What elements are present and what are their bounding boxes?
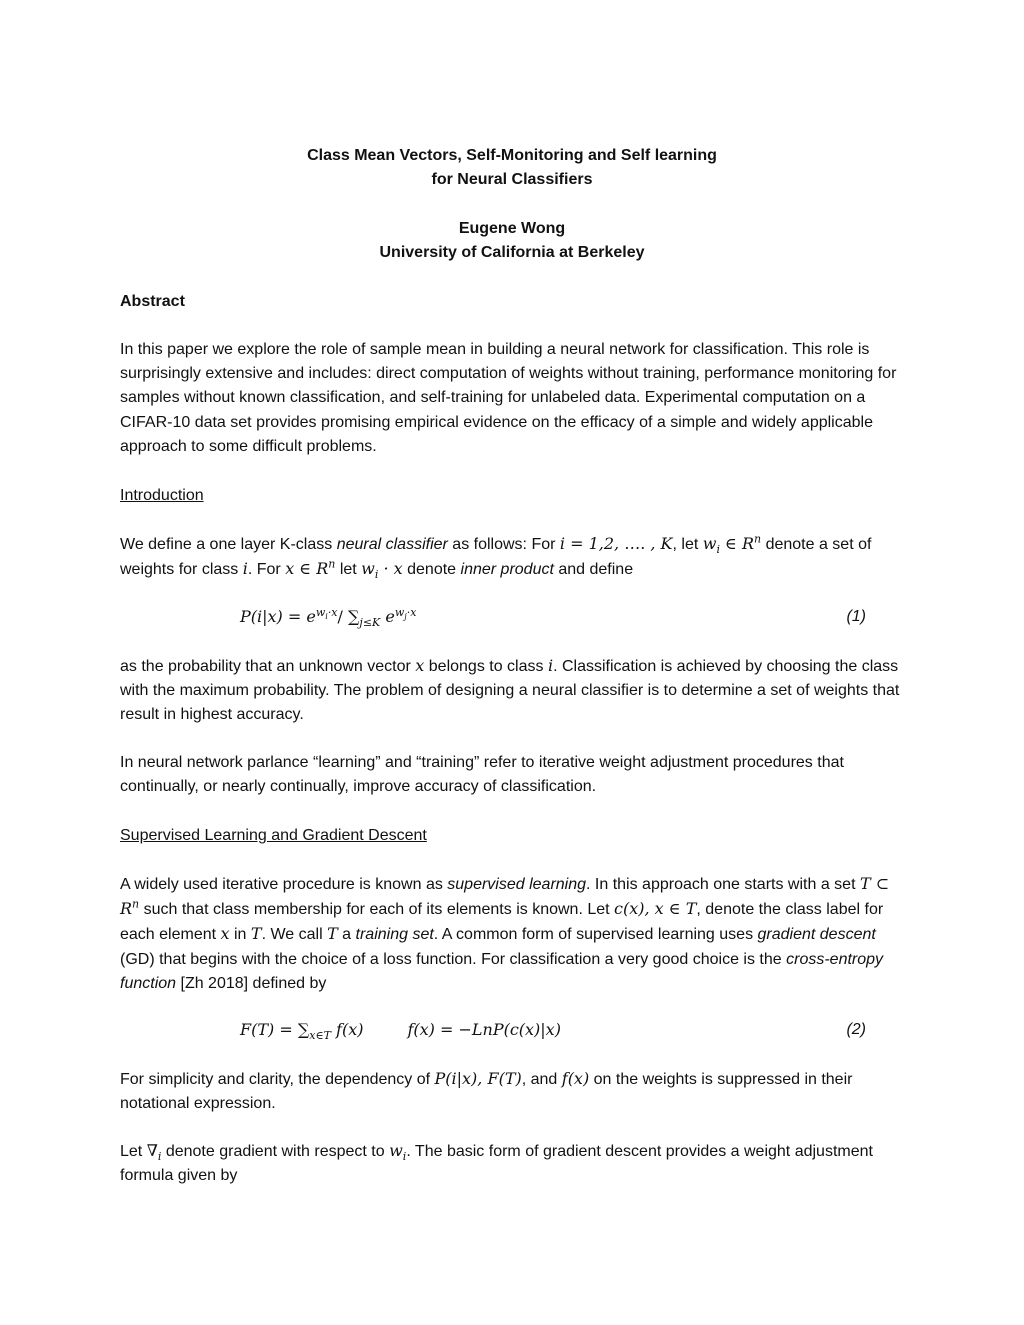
eq1-exponent-1 [316, 606, 338, 619]
math-pix-ft: P(i|x), F(T) [434, 1069, 522, 1088]
term-supervised-learning: supervised learning [447, 876, 587, 893]
eq1-sum: / ∑ [337, 607, 360, 626]
eq1-sum-subscript: j≤K [359, 616, 381, 630]
eq1-rhs: e [380, 607, 395, 626]
math-wi-dot-x [361, 559, 403, 582]
math-x-in-rn [285, 559, 335, 578]
math-symbol: w [361, 559, 375, 579]
introduction-heading: Introduction [120, 487, 204, 504]
text-span: as the probability that an unknown vector [120, 658, 416, 675]
supervised-paragraph-3 [120, 1139, 906, 1188]
math-superscript: n [754, 532, 762, 546]
text-span: , let [672, 536, 703, 553]
intro-paragraph-2 [120, 654, 906, 728]
math-cx: c(x), x ∈ T [614, 899, 697, 919]
math-index-range: i = 1,2, …. , K [559, 534, 673, 553]
text-span: denote gradient with respect to [161, 1143, 390, 1160]
intro-paragraph-3 [120, 751, 906, 799]
eq2-sum-subscript: x∈T [309, 1029, 331, 1043]
math-subscript: i [157, 1150, 162, 1164]
math-fx: f(x) [561, 1069, 590, 1088]
text-span: A widely used iterative procedure is known as [120, 876, 448, 893]
text-span: Let [120, 1143, 147, 1160]
text-span: on the weights is suppressed in their notational expression. [120, 1071, 853, 1113]
text-span: , and [521, 1071, 562, 1088]
math-subscript: i [402, 1150, 407, 1164]
text-span: . In this approach one starts with a set [586, 876, 860, 893]
text-span: We define a one layer K-class [120, 536, 337, 553]
math-x: x [415, 656, 425, 675]
text-span: in [229, 926, 251, 944]
eq2-part1: F(T) = ∑ [240, 1020, 310, 1039]
math-i: i [242, 559, 248, 579]
math-symbol: T ⊂ R [120, 874, 890, 919]
text-span: (GD) that begins with the choice of a loss function. For classification a very good choice is the [120, 950, 787, 968]
eq1-lhs: P(i|x) = e [240, 607, 316, 626]
math-symbol: ·x [327, 605, 338, 619]
text-span: . Classification is achieved by choosing the class with the maximum probability. The problem of designing a neural classifier is to determine a set of weights that result in highest accuracy. [120, 658, 900, 724]
text-span: denote a set of weights for class [120, 536, 872, 579]
paper-title-line2: for Neural Classifiers [431, 171, 593, 188]
math-symbol: · x [378, 559, 403, 579]
math-superscript: n [132, 897, 140, 911]
term-inner-product: inner product [460, 561, 554, 579]
intro-paragraph-1 [120, 532, 906, 582]
eq1-exponent-2 [395, 606, 417, 619]
equation-number-2: (2) [846, 1021, 866, 1038]
eq2-part3: f(x) = −LnP(c(x)|x) [407, 1020, 561, 1039]
text-span: [Zh 2018] defined by [176, 974, 327, 992]
math-i: i [547, 656, 554, 675]
supervised-paragraph-1 [120, 872, 906, 996]
text-span: such that class membership for each of its elements is known. Let [139, 901, 615, 919]
term-training-set: training set [355, 926, 434, 944]
text-span: For simplicity and clarity, the dependency of [120, 1071, 435, 1088]
equation-number-1: (1) [846, 608, 866, 625]
abstract-paragraph: In this paper we explore the role of sample mean in building a neural network for classification. This role is surprisingly extensive and includes: direct computation of weights without training, performance monitoring for samples without known classification, and self-training for unlabeled data. Experimental computation on a CIFAR-10 data set provides promising empirical evidence on the efficacy of a simple and widely applicable approach to some difficult problems. [120, 341, 897, 455]
eq2-part2: f(x) [330, 1020, 364, 1039]
text-span: belongs to class [424, 658, 548, 675]
math-t: T [327, 924, 338, 944]
text-span: and define [553, 561, 634, 579]
equation-1 [240, 605, 866, 629]
math-symbol: w [389, 1141, 403, 1160]
supervised-paragraph-2 [120, 1067, 906, 1116]
math-symbol: w [315, 605, 326, 619]
math-in-rn [720, 534, 761, 553]
math-symbol: w [394, 605, 405, 619]
text-span: let [335, 561, 362, 579]
math-w [702, 534, 720, 557]
term-neural-classifier: neural classifier [336, 536, 448, 553]
author-affiliation: University of California at Berkeley [379, 244, 645, 261]
text-span: . For [247, 561, 286, 579]
term-gradient-descent: gradient descent [757, 926, 876, 944]
math-wi [389, 1141, 407, 1164]
math-symbol: x ∈ R [285, 559, 329, 579]
math-gradient [146, 1141, 162, 1164]
math-superscript: n [328, 557, 336, 571]
math-subscript: i [325, 611, 328, 621]
math-symbol: ·x [406, 605, 417, 619]
abstract-text [120, 338, 906, 459]
math-symbol: ∇ [146, 1141, 158, 1160]
text-span: as follows: For [447, 536, 560, 553]
text-span: . A common form of supervised learning uses [433, 926, 758, 944]
term-cross-entropy: cross-entropy function [120, 950, 884, 992]
math-x: x [220, 924, 230, 944]
math-subscript: i [374, 568, 379, 582]
equation-2 [240, 1018, 866, 1042]
paper-title-line1: Class Mean Vectors, Self-Monitoring and Self learning [307, 147, 717, 164]
text-span: . The basic form of gradient descent provides a weight adjustment formula given by [120, 1143, 873, 1185]
text-span: . We call [261, 926, 328, 944]
math-subscript: i [716, 543, 720, 557]
text-span: , denote the class label for each element [120, 901, 884, 944]
math-subscript: j [404, 611, 407, 621]
abstract-heading: Abstract [120, 293, 185, 310]
supervised-heading: Supervised Learning and Gradient Descent [120, 827, 427, 844]
math-t: T [250, 924, 262, 944]
intro-paragraph-3-text: In neural network parlance “learning” and “training” refer to iterative weight adjustment procedures that continually, or nearly continually, improve accuracy of classification. [120, 754, 844, 796]
text-span: denote [402, 561, 461, 579]
math-symbol: w [702, 534, 717, 553]
text-span: a [337, 926, 356, 944]
author-name: Eugene Wong [458, 220, 566, 237]
math-symbol: ∈ R [719, 534, 755, 553]
